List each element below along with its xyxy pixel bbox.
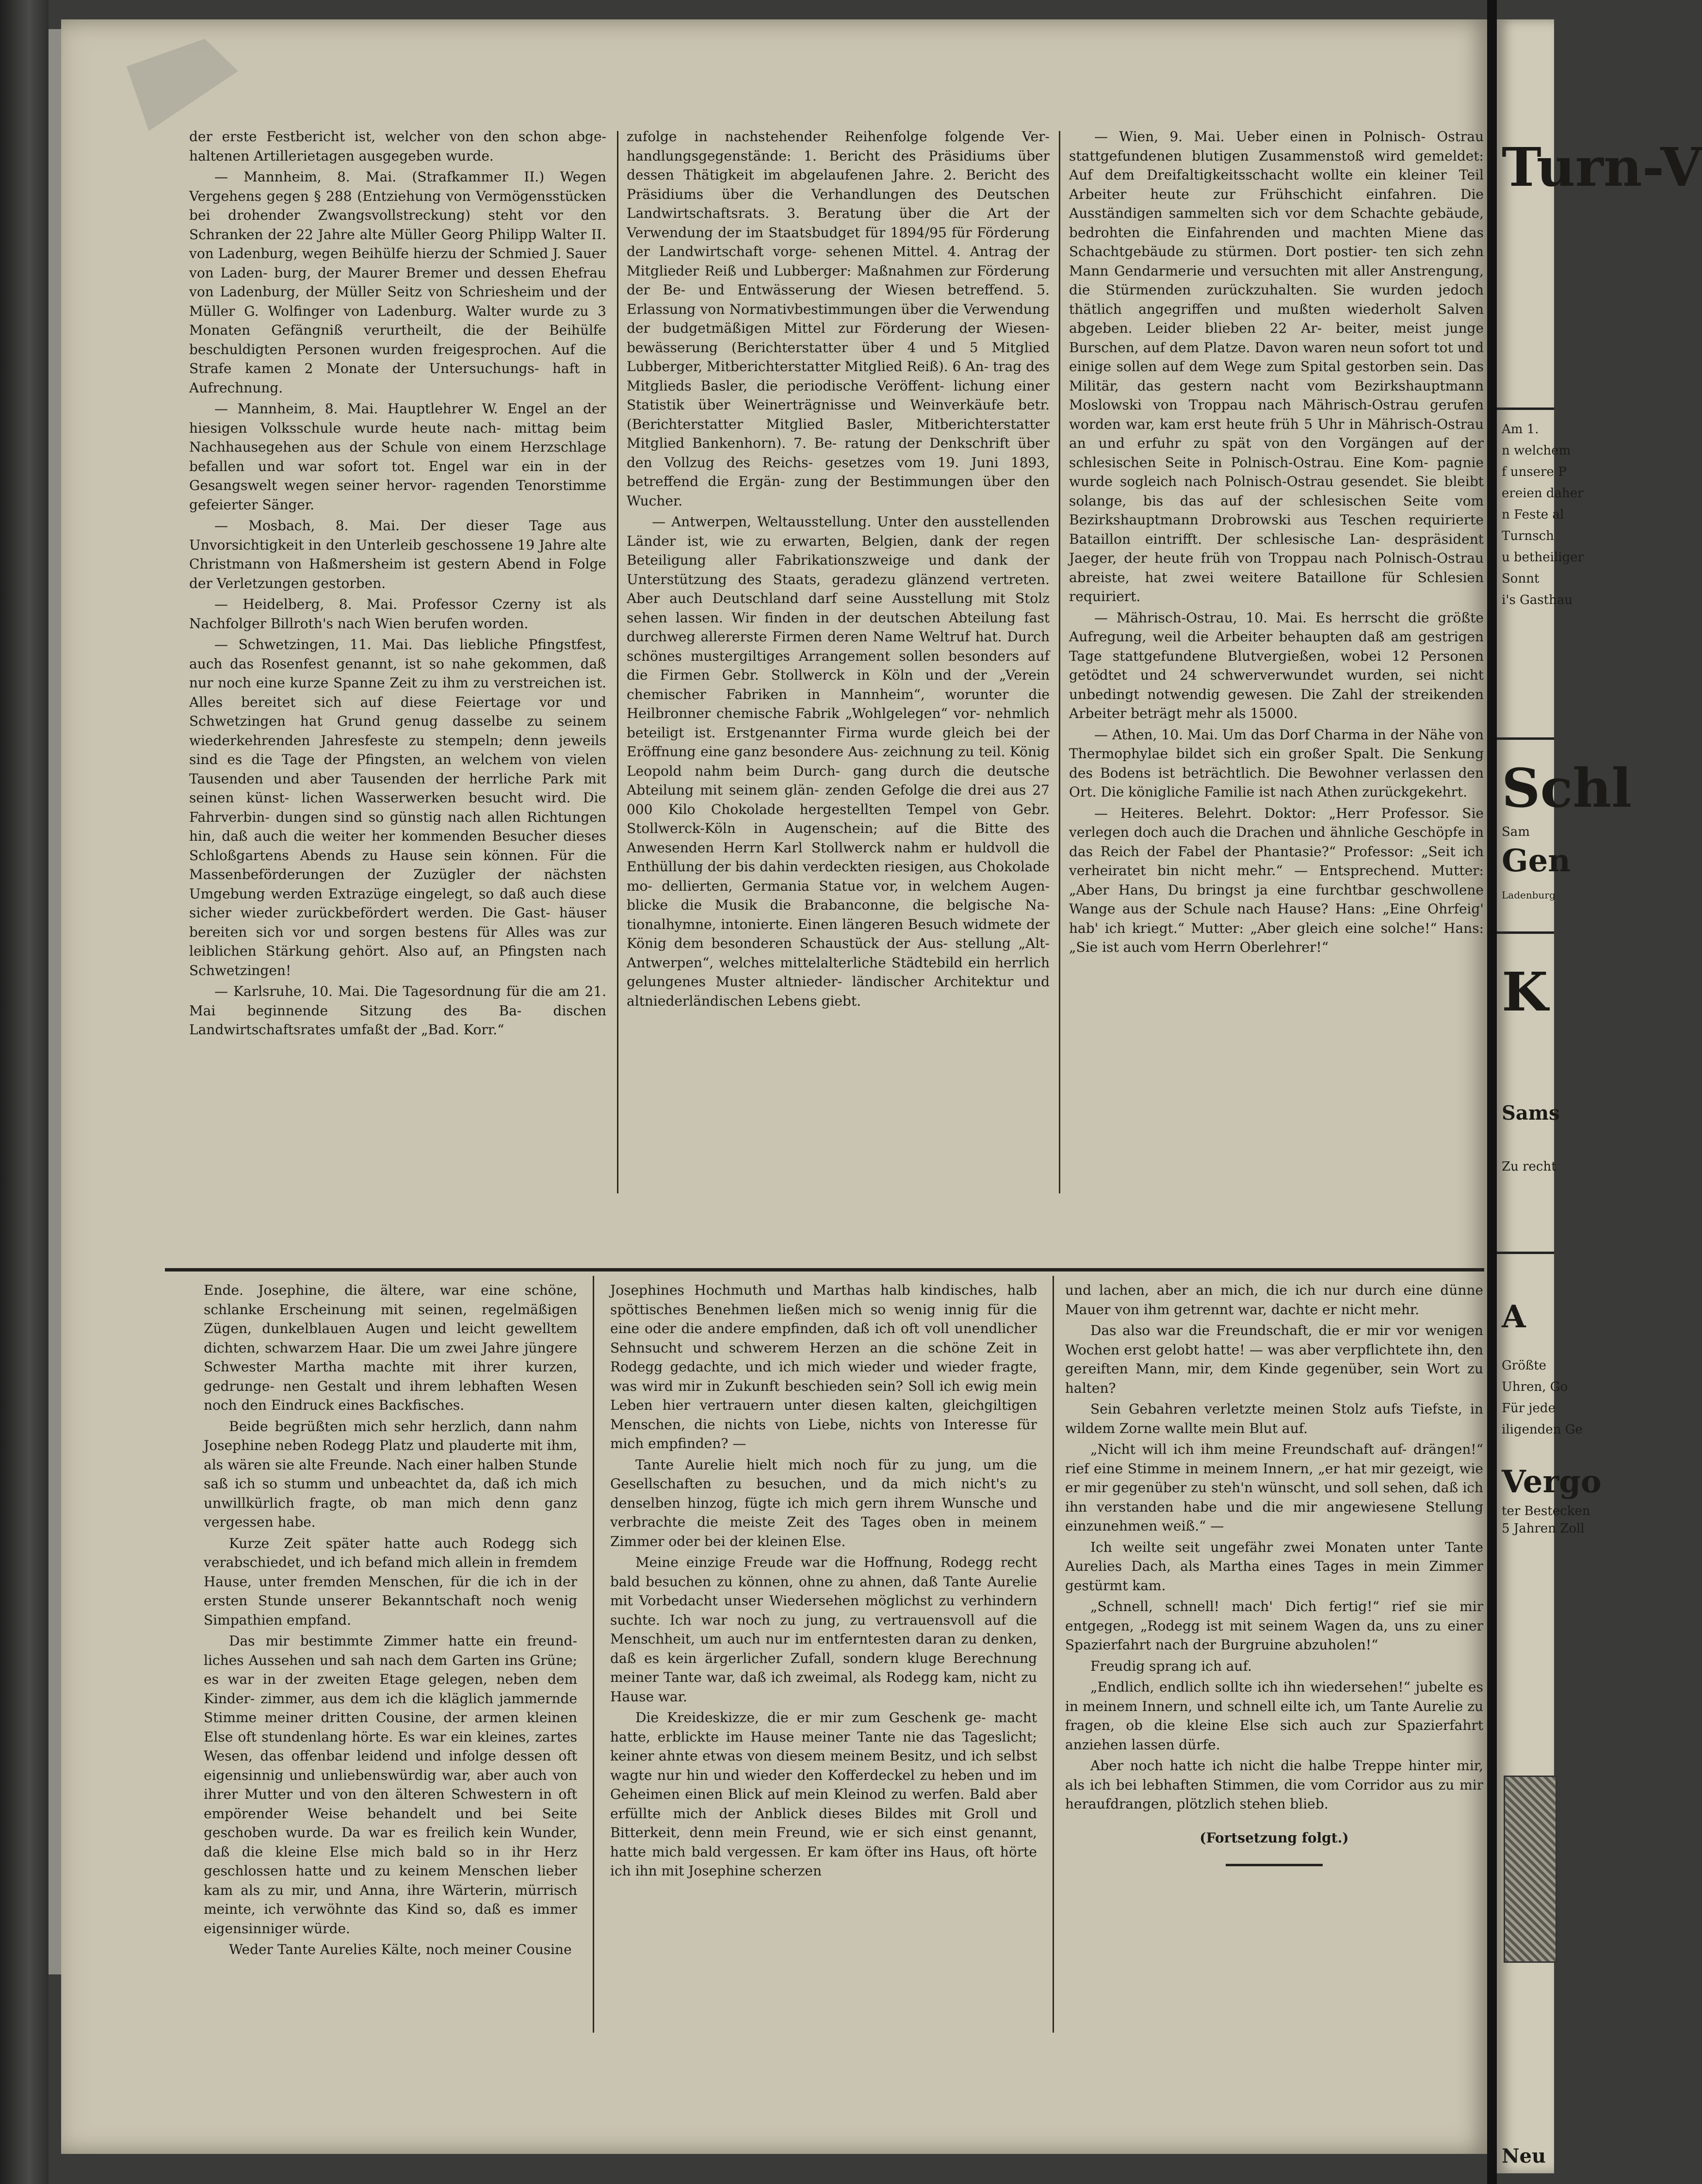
paragraph: — Schwetzingen, 11. Mai. Das liebliche Pfingstfest, auch das Rosenfest genannt, ist so nahe gekommen, daß nur noch eine kurze Spanne Zeit zu ihm zu verstreichen ist. Alles bereitet sich auf diese Feiertage vor und Schwetzingen hat Grund genug dasselbe zu seinem wiederkehrenden Jahresfeste zu stempeln; denn jeweils sind es die Tage der Pfingsten, an welchem von vielen Tausenden und aber Tausenden der herrliche Park mit seinen künst- lichen Wasserwerken besucht wird. Die Fahrverbin- dungen sind so günstig nach allen Richtungen hin, daß auch die weiter her kommenden Besucher dieses Schloßgartens Abends zu Hause sein können. Für die Massenbeförderungen der Zuzügler der nächsten Umgebung werden Extrazüge eingelegt, so daß auch diese sicher wieder zurückbefördert werden. Die Gast- häuser bereiten sich vor und sorgen bestens für Alles was zur leiblichen Stärkung gehört. Also auf, an Pfingsten nach Schwetzingen! [189,636,606,978]
ad-2-line: Sams [1502,1102,1560,1125]
next-page-text-line: ereien daher [1502,486,1584,501]
paragraph: — Athen, 10. Mai. Um das Dorf Charma in der Nähe von Thermophylae bildet sich ein großer Spalt. Die Senkung des Bodens ist beträchtlich. Die Bewohner verlassen den Ort. Die königliche Familie ist nach Athen zurückgekehrt. [1069,726,1484,800]
next-page-text-line: Größte [1502,1358,1547,1373]
next-page-text-line: f unsere P [1502,465,1567,479]
next-page-rule [1497,407,1554,410]
next-page-text-line: Uhren, Go [1502,1380,1568,1394]
paragraph: — Heidelberg, 8. Mai. Professor Czerny ist als Nachfolger Billroth's nach Wien berufen worden. [189,596,606,632]
paragraph: und lachen, aber an mich, die ich nur durch eine dünne Mauer von ihm getrennt war, dachte er nicht mehr. [1065,1282,1483,1318]
next-page-text-line: Am 1. [1502,422,1539,437]
page-edge-stack [49,29,61,1974]
column-rule-bottom-1 [593,1276,594,2033]
paragraph: der erste Festbericht ist, welcher von den schon abge- haltenen Artillerietagen ausgegeben wurde. [189,129,606,164]
next-page-rule [1497,931,1554,934]
paragraph: Kurze Zeit später hatte auch Rodegg sich verabschiedet, und ich befand mich allein in fremdem Hause, unter fremden Menschen, für die ich in der ersten Stunde unserer Bekanntschaft noch wenig Simpathien empfand. [204,1535,577,1628]
ad-2-heading: K [1502,961,1548,1023]
paragraph: Ich weilte seit ungefähr zwei Monaten unter Tante Aurelies Dach, als Martha eines Tages in mein Zimmer gestürmt kam. [1065,1539,1483,1594]
paragraph: — Wien, 9. Mai. Ueber einen in Polnisch- Ostrau stattgefundenen blutigen Zusammenstoß wird gemeldet: Auf dem Dreifaltigkeitsschacht wollte ein kleiner Teil Arbeiter heute zur Frühschicht einfahren. Die Ausständigen sammelten sich vor dem Schachte gebäude, bedrohten die Einfahrenden und machten Miene das Schachtgebäude zu stürmen. Dort postier- ten sich zehn Mann Gendarmerie und versuchten mit aller Anstrengung, die Stürmenden zurückzuhalten. Sie wurden jedoch thätlich angegriffen und mußten wiederholt Salven abgeben. Leider blieben 22 Ar- beiter, meist junge Burschen, auf dem Platze. Davon waren neun sofort tot und einige sollen auf dem Wege zum Spital gestorben sein. Das Militär, das gestern nacht vom Bezirkshauptmann Moslowski von Troppau nach Mährisch-Ostrau gerufen worden war, kam erst heute früh 5 Uhr in Mährisch-Ostrau an und erfuhr zu spät von den Vorgängen auf der schlesischen Seite in Polnisch-Ostrau. Eine Kom- pagnie wurde sogleich nach Polnisch-Ostrau gesendet. Sie bleibt solange, bis das auf der schlesischen Seite vom Bezirkshauptmann Drobrowski aus Teschen requirierte Bataillon eintrifft. Der schlesische Lan- despräsident Jaeger, der heute früh von Troppau nach Polnisch-Ostrau abreiste, hat zwei weitere Bataillone für Schlesien requiriert. [1069,129,1484,604]
paragraph: Das mir bestimmte Zimmer hatte ein freund- liches Aussehen und sah nach dem Garten ins Grüne; es war in der zweiten Etage gelegen, neben dem Kinder- zimmer, aus dem ich die kläglich jammernde Stimme meiner dritten Cousine, der armen kleinen Else oft stundenlang hörte. Es war ein kleines, zartes Wesen, das offenbar leidend und infolge dessen oft eigensinnig und unliebenswürdig war, aber auch von ihrer Mutter und von den älteren Schwestern in oft empörender Weise behandelt und bei Seite geschoben wurde. Da war es freilich kein Wunder, daß die kleine Else mich bald so in ihr Herz geschlossen hatte und zu keinem Menschen lieber kam als zu mir, und Anna, ihre Wärterin, mürrisch meinte, ich verwöhnte das Kind so, daß es immer eigensinniger würde. [204,1633,577,1937]
paragraph: Meine einzige Freude war die Hoffnung, Rodegg recht bald besuchen zu können, ohne zu ahnen, daß Tante Aurelie mit Vorbedacht unser Wiedersehen möglichst zu verhindern suchte. Ich war noch zu jung, zu vertrauensvoll auf die Menschheit, um auch nur im entferntesten daran zu denken, daß es kein ärgerlicher Zufall, sondern kluge Berechnung meiner Tante war, daß ich zweimal, als Rodegg kam, nicht zu Hause war. [610,1554,1037,1705]
book-gutter [1487,0,1497,2184]
next-page-text-line: iligenden Ge [1502,1422,1583,1437]
next-page-text-line: Sonnt [1502,571,1540,586]
paragraph: „Endlich, endlich sollte ich ihn wiedersehen!“ jubelte es in meinem Innern, und schnell eilte ich, um Tante Aurelie zu fragen, ob die kleine Else sich auch zur Spazierfahrt anziehen lassen dürfe. [1065,1679,1483,1753]
folded-corner [127,39,238,131]
next-page-text-line: Turnsch [1502,529,1554,543]
next-page-footer: Neu [1502,2145,1546,2168]
paragraph: zufolge in nachstehender Reihenfolge folgende Ver- handlungsgegenstände: 1. Bericht des Präsidiums über dessen Thätigkeit im abgelaufenen Jahre. 2. Bericht des Präsidiums über die Verhandlungen des Deutschen Landwirtschaftsrats. 3. Beratung über die Art der Verwendung der im Staatsbudget für 1894/95 für Förderung der Landwirtschaft vorge- sehenen Mittel. 4. Antrag der Mitglieder Reiß und Lubberger: Maßnahmen zur Förderung der Be- und Entwässerung der Wiesen betreffend. 5. Erlassung von Normativbestimmungen über die Verwendung der budgetmäßigen Mittel zur Förderung der Wiesen- bewässerung (Berichterstatter über 4 und 5 Mitglied Lubberger, Mitberichterstatter Mitglied Reiß). 6 An- trag des Mitglieds Basler, die periodische Veröffent- lichung einer Statistik über Weinerträgnisse und Weinverkäufe betr. (Berichterstatter Mitglied Basler, Mitberichterstatter Mitglied Bankenhorn). 7. Be- ratung der Denkschrift über den Vollzug des Reichs- gesetzes vom 19. Juni 1893, betreffend die Ergän- zung der Bestimmungen über den Wucher. [627,129,1050,509]
next-page-masthead: Turn-V [1502,136,1702,198]
paragraph: — Mannheim, 8. Mai. (Strafkammer II.) Wegen Vergehens gegen § 288 (Entziehung von Vermögensstücken bei drohender Zwangsvollstreckung) steht vor den Schranken der 22 Jahre alte Müller Georg Philipp Walter II. von Ladenburg, wegen Beihülfe hierzu der Schmied J. Sauer von Laden- burg, der Maurer Bremer und dessen Ehefrau von Ladenburg, der Müller Seitz von Schriesheim und der Müller G. Wolfinger von Ladenburg. Walter wurde zu 3 Monaten Gefängniß verurtheilt, die der Beihülfe beschuldigten Personen wurden freigesprochen. Auf die Strafe kamen 2 Monate der Untersuchungs- haft in Aufrechnung. [189,169,606,396]
feuilleton-divider [165,1268,1484,1271]
news-column-2 [627,127,1050,1206]
adjacent-page-edge [1497,19,1702,2173]
column-rule-top-2 [1059,131,1060,1193]
paragraph: — Antwerpen, Weltausstellung. Unter den ausstellenden Länder ist, wie zu erwarten, Belgien, dank der regen Beteiligung aller Fabrikationszweige und dank der Unterstützung des Staats, geradezu glänzend vertreten. Aber auch Deutschland darf seine Ausstellung mit Stolz sehen lassen. Wir finden in der deutschen Abteilung fast durchweg allererste Firmen deren Name Weltruf hat. Durch schönes mustergiltiges Arrangement sollen besonders auf die Firmen Gebr. Stollwerck in Köln und der „Verein chemischer Fabriken in Mannheim“, worunter die Heilbronner chemische Fabrik „Wohlgelegen“ vor- nehmlich beteiligt ist. Erstgenannter Firma wurde gleich bei der Eröffnung eine ganz besondere Aus- zeichnung zu teil. König Leopold nahm beim Durch- gang durch die deutsche Abteilung mit seinem glän- zenden Gefolge die drei aus 27 000 Kilo Chokolade hergestellten Tempel von Gebr. Stollwerck-Köln in Augenschein; auf die Bitte des Anwesenden Herrn Karl Stollwerck nahm er huldvoll die Enthüllung der bis dahin verdeckten riesigen, aus Chokolade mo- dellierten, Germania Statue vor, in welchem Augen- blicke die Musik die Brabanconne, die belgische Na- tionalhymne, intonierte. Einen längeren Besuch widmete der König dem besonderen Schaustück der Aus- stellung „Alt-Antwerpen“, welches mittelalterliche Städtebild ein herrlich gelungenes Muster altnieder- ländischer Architektur und altniederländischen Lebens giebt. [627,514,1050,1009]
paragraph: — Heiteres. Belehrt. Doktor: „Herr Professor. Sie verlegen doch auch die Drachen und ähnliche Geschöpfe in das Reich der Fabel der Phantasie?“ Professor: „Seit ich verheiratet bin nicht mehr.“ — Entsprechend. Mutter: „Aber Hans, Du bringst ja eine furchtbar geschwollene Wange aus der Schule nach Hause? Hans: „Eine Ohrfeig' hab' ich kriegt.“ Mutter: „Aber gleich eine solche!“ Hans: „Sie ist auch vom Herrn Oberlehrer!“ [1069,805,1484,955]
ad-1-heading: Schl [1502,757,1632,819]
next-page-text-line: u betheiliger [1502,550,1584,565]
paragraph: Tante Aurelie hielt mich noch für zu jung, um die Gesellschaften zu besuchen, und da mich nicht's zu denselben hinzog, fügte ich mich gern ihrem Wunsche und verbrachte die meiste Zeit des Tages oben in meinem Zimmer oder bei der kleinen Else. [610,1456,1037,1549]
next-page-text-line: n welchem [1502,443,1571,458]
next-page-rule [1497,1252,1554,1254]
next-page-text-line: Für jede [1502,1401,1556,1416]
ad-1-place: Ladenburg [1502,889,1556,901]
ad-4-heading: Vergo [1502,1464,1602,1500]
paragraph: — Mährisch-Ostrau, 10. Mai. Es herrscht die größte Aufregung, weil die Arbeiter behaupten daß am gestrigen Tage stattgefundene Blutvergießen, wobei 12 Personen getödtet und 24 schwerverwundet wurden, sei nicht unbedingt notwendig gewesen. Die Zahl der streikenden Arbeiter beträgt mehr als 15000. [1069,609,1484,721]
paragraph: — Karlsruhe, 10. Mai. Die Tagesordnung für die am 21. Mai beginnende Sitzung des Ba- dischen Landwirtschaftsrates umfaßt der „Bad. Korr.“ [189,983,606,1038]
ad-1-line: Sam [1502,825,1530,839]
paragraph: Das also war die Freundschaft, die er mir vor wenigen Wochen erst gelobt hatte! — was aber verpflichtete ihn, den gereiften Mann, mir, dem Kinde gegenüber, sein Wort zu halten? [1065,1322,1483,1396]
column-rule-bottom-2 [1053,1276,1054,2033]
end-rule [1226,1864,1323,1866]
paragraph: „Nicht will ich ihm meine Freundschaft auf- drängen!“ rief eine Stimme in meinem Innern, „er hat mir gezeigt, wie er mir gegenüber zu steh'n wünscht, und soll sehen, daß ich ihn verstanden habe und die mir angewiesene Stellung einzunehmen weiß.“ — [1065,1441,1483,1534]
story-column-1 [204,1281,577,2057]
next-page-text-line: ter Bestecken [1502,1504,1590,1518]
ad-3-heading: A [1502,1299,1526,1335]
paragraph: — Mannheim, 8. Mai. Hauptlehrer W. Engel an der hiesigen Volksschule wurde heute nach- mittag beim Nachhausegehen aus der Schule von einem Herzschlage befallen und war sofort tot. Engel war ein in der Gesangswelt wegen seiner hervor- ragenden Tenorstimme gefeierter Sänger. [189,401,606,513]
ad-2-small: Zu recht [1502,1159,1556,1174]
paragraph: Ende. Josephine, die ältere, war eine schöne, schlanke Erscheinung mit seinen, regelmäßigen Zügen, dunkelblauen Augen und leicht gewelltem dichten, schwarzem Haar. Die um zwei Jahre jüngere Schwester Martha machte mit ihrer kurzen, gedrunge- nen Gestalt und ihrem lebhaften Wesen noch den Eindruck eines Backfisches. [204,1282,577,1413]
ad-1-mid: Gen [1502,843,1571,879]
news-column-1 [189,127,606,1206]
paragraph: Sein Gebahren verletzte meinen Stolz aufs Tiefste, in wildem Zorne wallte mein Blut auf. [1065,1401,1483,1436]
paragraph: Josephines Hochmuth und Marthas halb kindisches, halb spöttisches Benehmen ließen mich so wenig innig für die eine oder die andere empfinden, daß ich oft voll unendlicher Sehnsucht und schwerem Herzen an die schöne Zeit in Rodegg gedachte, und ich mich wieder und wieder fragte, was wird mir in Zukunft beschieden sein? Soll ich ewig mein Leben hier vertrauern unter diesen kalten, gleichgiltigen Menschen, die nichts von Liebe, nichts von Interesse für mich empfinden? — [610,1282,1037,1451]
next-page-rule [1497,737,1554,740]
paragraph: — Mosbach, 8. Mai. Der dieser Tage aus Unvorsichtigkeit in den Unterleib geschossene 19 Jahre alte Christmann von Haßmersheim ist gestern Abend in Folge der Verletzungen gestorben. [189,518,606,591]
paragraph: Freudig sprang ich auf. [1090,1658,1252,1674]
book-binding [0,0,49,2184]
news-column-3 [1069,127,1484,1206]
paragraph: Aber noch hatte ich nicht die halbe Treppe hinter mir, als ich bei lebhaften Stimmen, die vom Corridor aus zu mir heraufdrangen, plötzlich stehen blieb. [1065,1758,1483,1812]
paragraph: Die Kreideskizze, die er mir zum Geschenk ge- macht hatte, erblickte im Hause meiner Tante nie das Tageslicht; keiner ahnte etwas von diesem meinem Besitz, und ich selbst wagte nur hin und wieder den Kofferdeckel zu heben und im Geheimen einen Blick auf mein Kleinod zu werfen. Bald aber erfüllte mich der Anblick dieses Bildes mit Groll und Bitterkeit, denn mein Freund, wie er sich einst genannt, hatte mich bald vergessen. Er kam öfter ins Haus, oft hörte ich ihn mit Josephine scherzen [610,1710,1037,1879]
paragraph: Weder Tante Aurelies Kälte, noch meiner Cousine [229,1941,572,1957]
paragraph: „Schnell, schnell! mach' Dich fertig!“ rief sie mir entgegen, „Rodegg ist mit seinem Wagen da, uns zu einer Spazierfahrt nach der Burgruine abzuholen!“ [1065,1598,1483,1653]
story-column-3 [1065,1281,1483,2057]
next-page-text-line: n Feste al [1502,507,1564,522]
continued-notice: (Fortsetzung folgt.) [1200,1829,1349,1846]
column-rule-top-1 [617,131,618,1193]
next-page-text-line: 5 Jahren Zoll [1502,1521,1585,1536]
paragraph: Beide begrüßten mich sehr herzlich, dann nahm Josephine neben Rodegg Platz und plauderte mit ihm, als wären sie alte Freunde. Nach einer halben Stunde saß ich so stumm und unbeachtet da, daß ich mich unwillkürlich fragte, ob man mich denn ganz vergessen habe. [204,1418,577,1530]
ad-illustration [1504,1776,1557,1963]
next-page-text-line: i's Gasthau [1502,593,1573,607]
story-column-2 [610,1281,1037,2057]
